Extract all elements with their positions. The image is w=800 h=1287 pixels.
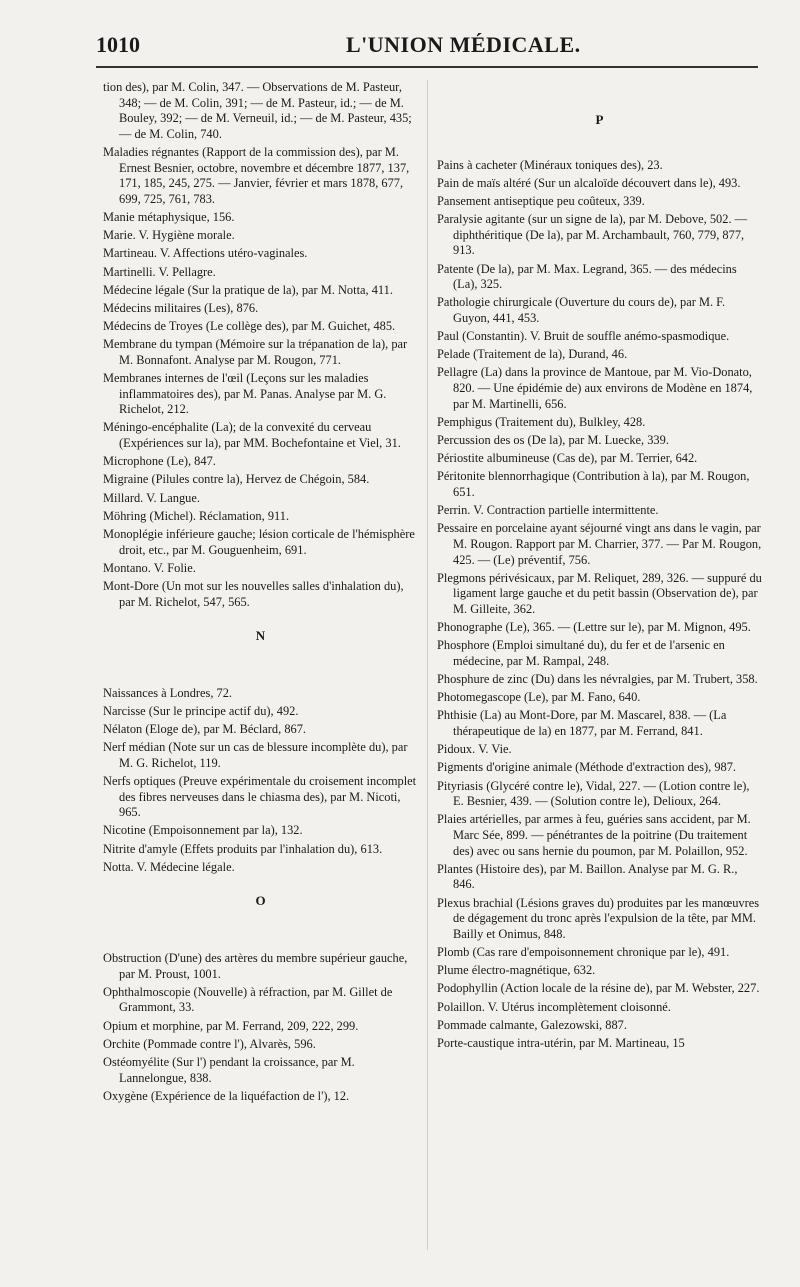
- index-entry: Naissances à Londres, 72.: [103, 685, 233, 700]
- index-entry: Orchite (Pommade contre l'), Alvarès, 596.: [103, 1036, 316, 1051]
- index-entry: Pityriasis (Glycéré contre le), Vidal, 227. — (Lotion contre le), E. Besnier, 439. — (Solution contre le), Delioux, 264.: [437, 778, 750, 809]
- index-entry: Opium et morphine, par M. Ferrand, 209, 222, 299.: [103, 1018, 359, 1033]
- index-entry: Pelade (Traitement de la), Durand, 46.: [437, 347, 628, 362]
- index-entry: Pain de maïs altéré (Sur un alcaloïde découvert dans le), 493.: [437, 175, 741, 190]
- index-entry: Péritonite blennorrhagique (Contribution à la), par M. Rougon, 651.: [437, 469, 750, 499]
- index-entry: Podophyllin (Action locale de la résine de), par M. Webster, 227.: [437, 981, 760, 996]
- index-entry: Phosphore (Emploi simultané du), du fer et de l'arsenic en médecine, par M. Rampal, 248.: [437, 638, 725, 668]
- index-entry: Périostite albumineuse (Cas de), par M. Terrier, 642.: [437, 451, 698, 466]
- section-p: [437, 158, 762, 1052]
- index-entry: Plume électro-magnétique, 632.: [437, 963, 596, 978]
- index-entry: Notta. V. Médecine légale.: [103, 859, 235, 874]
- index-entry: Narcisse (Sur le principe actif du), 492.: [103, 703, 299, 718]
- index-entry: Marie. V. Hygiène morale.: [103, 228, 235, 243]
- section-heading-n: N: [255, 628, 266, 644]
- index-entry: Nicotine (Empoisonnement par la), 132.: [103, 823, 303, 838]
- index-entry: Médecins de Troyes (Le collège des), par M. Guichet, 485.: [103, 319, 396, 334]
- index-entry: Polaillon. V. Utérus incomplètement cloisonné.: [437, 999, 671, 1014]
- index-entry: Montano. V. Folie.: [103, 560, 196, 575]
- index-entry: Nélaton (Eloge de), par M. Béclard, 867.: [103, 722, 306, 737]
- index-entry: Martineau. V. Affections utéro-vaginales.: [103, 246, 308, 261]
- section-heading-p: P: [595, 112, 604, 127]
- index-entry: tion des), par M. Colin, 347. — Observations de M. Pasteur, 348; — de M. Colin, 391; — de M. Pasteur, id.; — de M. Bouley, 392; — de M. Verneuil, id.; — de M. Pasteur, 435; — de M. Colin, 740.: [103, 80, 412, 141]
- index-entry: Plantes (Histoire des), par M. Baillon. Analyse par M. G. R., 846.: [437, 861, 738, 892]
- index-entry: Phonographe (Le), 365. — (Lettre sur le), par M. Mignon, 495.: [437, 620, 751, 635]
- section-heading-o: O: [255, 893, 266, 909]
- index-entry: Oxygène (Expérience de la liquéfaction de l'), 12.: [103, 1088, 350, 1103]
- index-entry: Pidoux. V. Vie.: [437, 742, 512, 757]
- index-entry: Microphone (Le), 847.: [103, 454, 216, 469]
- left-column: [103, 80, 418, 1107]
- index-entry: Millard. V. Langue.: [103, 490, 200, 505]
- index-entry: Manie métaphysique, 156.: [103, 209, 235, 224]
- index-entry: Nerf médian (Note sur un cas de blessure incomplète du), par M. G. Richelot, 119.: [103, 740, 408, 770]
- index-entry: Nerfs optiques (Preuve expérimentale du croisement incomplet des fibres nerveuses dans le chiasma des), par M. Nicoti, 965.: [103, 774, 417, 820]
- index-entry: Pellagre (La) dans la province de Mantoue, par M. Vio-Donato, 820. — Une épidémie de) aux environs de Modène en 1874, par M. Martinelli, 656.: [437, 365, 753, 411]
- index-entry: Obstruction (D'une) des artères du membre supérieur gauche, par M. Proust, 1001.: [103, 950, 408, 981]
- index-entry: Phthisie (La) au Mont-Dore, par M. Mascarel, 838. — (La thérapeutique de la) en 1877, par M. Ferrand, 841.: [437, 708, 727, 739]
- index-entry: Mont-Dore (Un mot sur les nouvelles salles d'inhalation du), par M. Richelot, 547, 565.: [103, 578, 404, 609]
- index-entry: Pains à cacheter (Minéraux toniques des), 23.: [437, 157, 663, 172]
- index-entry: Perrin. V. Contraction partielle intermittente.: [437, 503, 659, 518]
- index-entry: Ostéomyélite (Sur l') pendant la croissance, par M. Lannelongue, 838.: [103, 1054, 355, 1085]
- index-entry: Möhring (Michel). Réclamation, 911.: [103, 508, 290, 523]
- index-entry: Pommade calmante, Galezowski, 887.: [437, 1017, 627, 1032]
- right-column: [437, 80, 762, 1054]
- header-rule: [96, 66, 758, 68]
- index-entry: Photomegascope (Le), par M. Fano, 640.: [437, 690, 641, 705]
- section-m: [103, 80, 418, 610]
- section-n: [103, 686, 418, 876]
- index-entry: Pathologie chirurgicale (Ouverture du cours de), par M. F. Guyon, 441, 453.: [437, 295, 726, 325]
- index-entry: Pessaire en porcelaine ayant séjourné vingt ans dans le vagin, par M. Rougon. Rapport par M. Charrier, 377. — Par M. Rougon, 425. — (Le) préventif, 756.: [437, 521, 762, 567]
- index-entry: Phosphure de zinc (Du) dans les névralgies, par M. Trubert, 358.: [437, 672, 758, 687]
- index-entry: Plomb (Cas rare d'empoisonnement chronique par le), 491.: [437, 944, 730, 959]
- page-number: 1010: [96, 32, 140, 57]
- index-entry: Médecine légale (Sur la pratique de la), par M. Notta, 411.: [103, 282, 393, 297]
- index-entry: Plexus brachial (Lésions graves du) produites par les manœuvres de dégagement du tronc après l'expulsion de la tête, par MM. Bailly et Onimus, 848.: [437, 895, 760, 941]
- index-entry: Pansement antiseptique peu coûteux, 339.: [437, 193, 645, 208]
- index-entry: Ophthalmoscopie (Nouvelle) à réfraction, par M. Gillet de Grammont, 33.: [103, 984, 393, 1015]
- column-divider: [427, 80, 428, 1250]
- index-entry: Plegmons périvésicaux, par M. Reliquet, 289, 326. — suppuré du ligament large gauche et du petit bassin (Observation de), par M. Gilleite, 362.: [437, 570, 762, 616]
- index-entry: Patente (De la), par M. Max. Legrand, 365. — des médecins (La), 325.: [437, 261, 737, 292]
- index-entry: Nitrite d'amyle (Effets produits par l'inhalation du), 613.: [103, 841, 383, 856]
- index-entry: Pemphigus (Traitement du), Bulkley, 428.: [437, 414, 646, 429]
- index-entry: Percussion des os (De la), par M. Luecke, 339.: [437, 433, 669, 448]
- index-entry: Membrane du tympan (Mémoire sur la trépanation de la), par M. Bonnafont. Analyse par M. Rougon, 771.: [103, 337, 408, 367]
- index-entry: Membranes internes de l'œil (Leçons sur les maladies inflammatoires des), par M. Panas. Analyse par M. G. Richelot, 212.: [103, 371, 387, 417]
- journal-title: L'UNION MÉDICALE.: [346, 32, 581, 57]
- index-entry: Paul (Constantin). V. Bruit de souffle anémo-spasmodique.: [437, 329, 730, 344]
- index-entry: Méningo-encéphalite (La); de la convexité du cerveau (Expériences sur la), par MM. Bochefontaine et Viel, 31.: [103, 420, 401, 450]
- index-entry: Porte-caustique intra-utérin, par M. Martineau, 15: [437, 1035, 685, 1050]
- index-entry: Maladies régnantes (Rapport de la commission des), par M. Ernest Besnier, octobre, novembre et décembre 1877, 137, 171, 185, 245, 275. — Janvier, février et mars 1878, 677, 699, 725, 761, 783.: [103, 144, 410, 206]
- index-entry: Martinelli. V. Pellagre.: [103, 264, 216, 279]
- page-header: [96, 28, 756, 68]
- index-entry: Plaies artérielles, par armes à feu, guéries sans accident, par M. Marc Sée, 899. — pénétrantes de la poitrine (Du traitement des) avec ou sans hernie du poumon, par M. Polaillon, 952.: [437, 812, 751, 858]
- section-o: [103, 951, 418, 1104]
- index-entry: Pigments d'origine animale (Méthode d'extraction des), 987.: [437, 760, 737, 775]
- index-entry: Monoplégie inférieure gauche; lésion corticale de l'hémisphère droit, etc., par M. Gouguenheim, 691.: [103, 526, 415, 557]
- index-entry: Migraine (Pilules contre la), Hervez de Chégoin, 584.: [103, 472, 370, 487]
- index-entry: Médecins militaires (Les), 876.: [103, 300, 259, 315]
- index-entry: Paralysie agitante (sur un signe de la), par M. Debove, 502. — diphthéritique (De la), par M. Archambault, 760, 779, 877, 913.: [437, 212, 748, 258]
